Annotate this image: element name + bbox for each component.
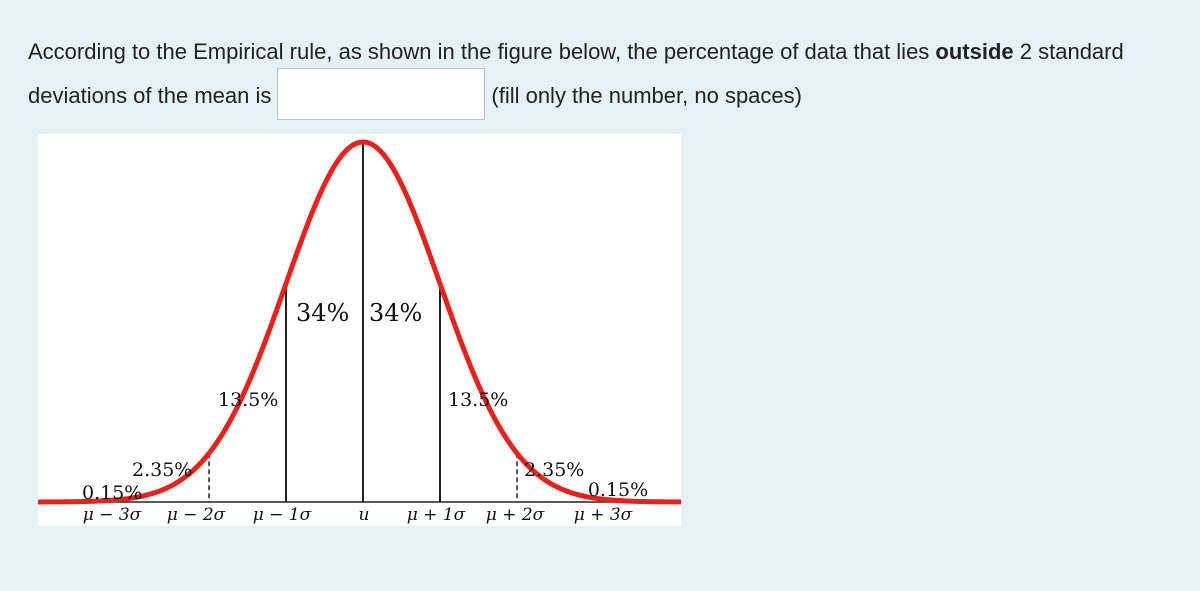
normal-curve: [38, 142, 680, 502]
region-label-2: 13.5%: [218, 389, 279, 411]
x-tick-label-5: μ + 2σ: [485, 505, 545, 525]
bell-curve-chart: [38, 134, 681, 526]
empirical-rule-figure: [38, 134, 681, 526]
question-text: [28, 30, 1188, 120]
x-tick-label-3: u: [358, 505, 370, 525]
answer-input[interactable]: [277, 68, 485, 120]
question-text-start: According to the Empirical rule, as shown in the figure below, the percentage of data that lies: [28, 39, 936, 64]
region-label-4: 34%: [369, 299, 423, 327]
x-tick-label-1: μ − 2σ: [166, 505, 226, 525]
region-label-7: 0.15%: [587, 479, 649, 501]
question-text-end: 2 standard: [1013, 39, 1124, 64]
question-line2-text: deviations of the mean is: [28, 83, 272, 108]
question-bold-word: outside: [935, 39, 1014, 64]
x-tick-label-4: μ + 1σ: [406, 505, 466, 525]
answer-hint: (fill only the number, no spaces): [491, 83, 802, 108]
region-label-5: 13.5%: [448, 389, 509, 411]
question-line-2: [28, 74, 1188, 120]
region-label-3: 34%: [296, 299, 350, 327]
region-label-1: 2.35%: [132, 459, 193, 481]
x-tick-label-2: μ − 1σ: [252, 505, 312, 525]
region-label-0: 0.15%: [82, 482, 143, 504]
question-line-1: [28, 30, 1188, 74]
region-label-6: 2.35%: [524, 459, 585, 481]
x-tick-label-0: μ − 3σ: [82, 505, 142, 525]
x-tick-label-6: μ + 3σ: [573, 505, 633, 525]
